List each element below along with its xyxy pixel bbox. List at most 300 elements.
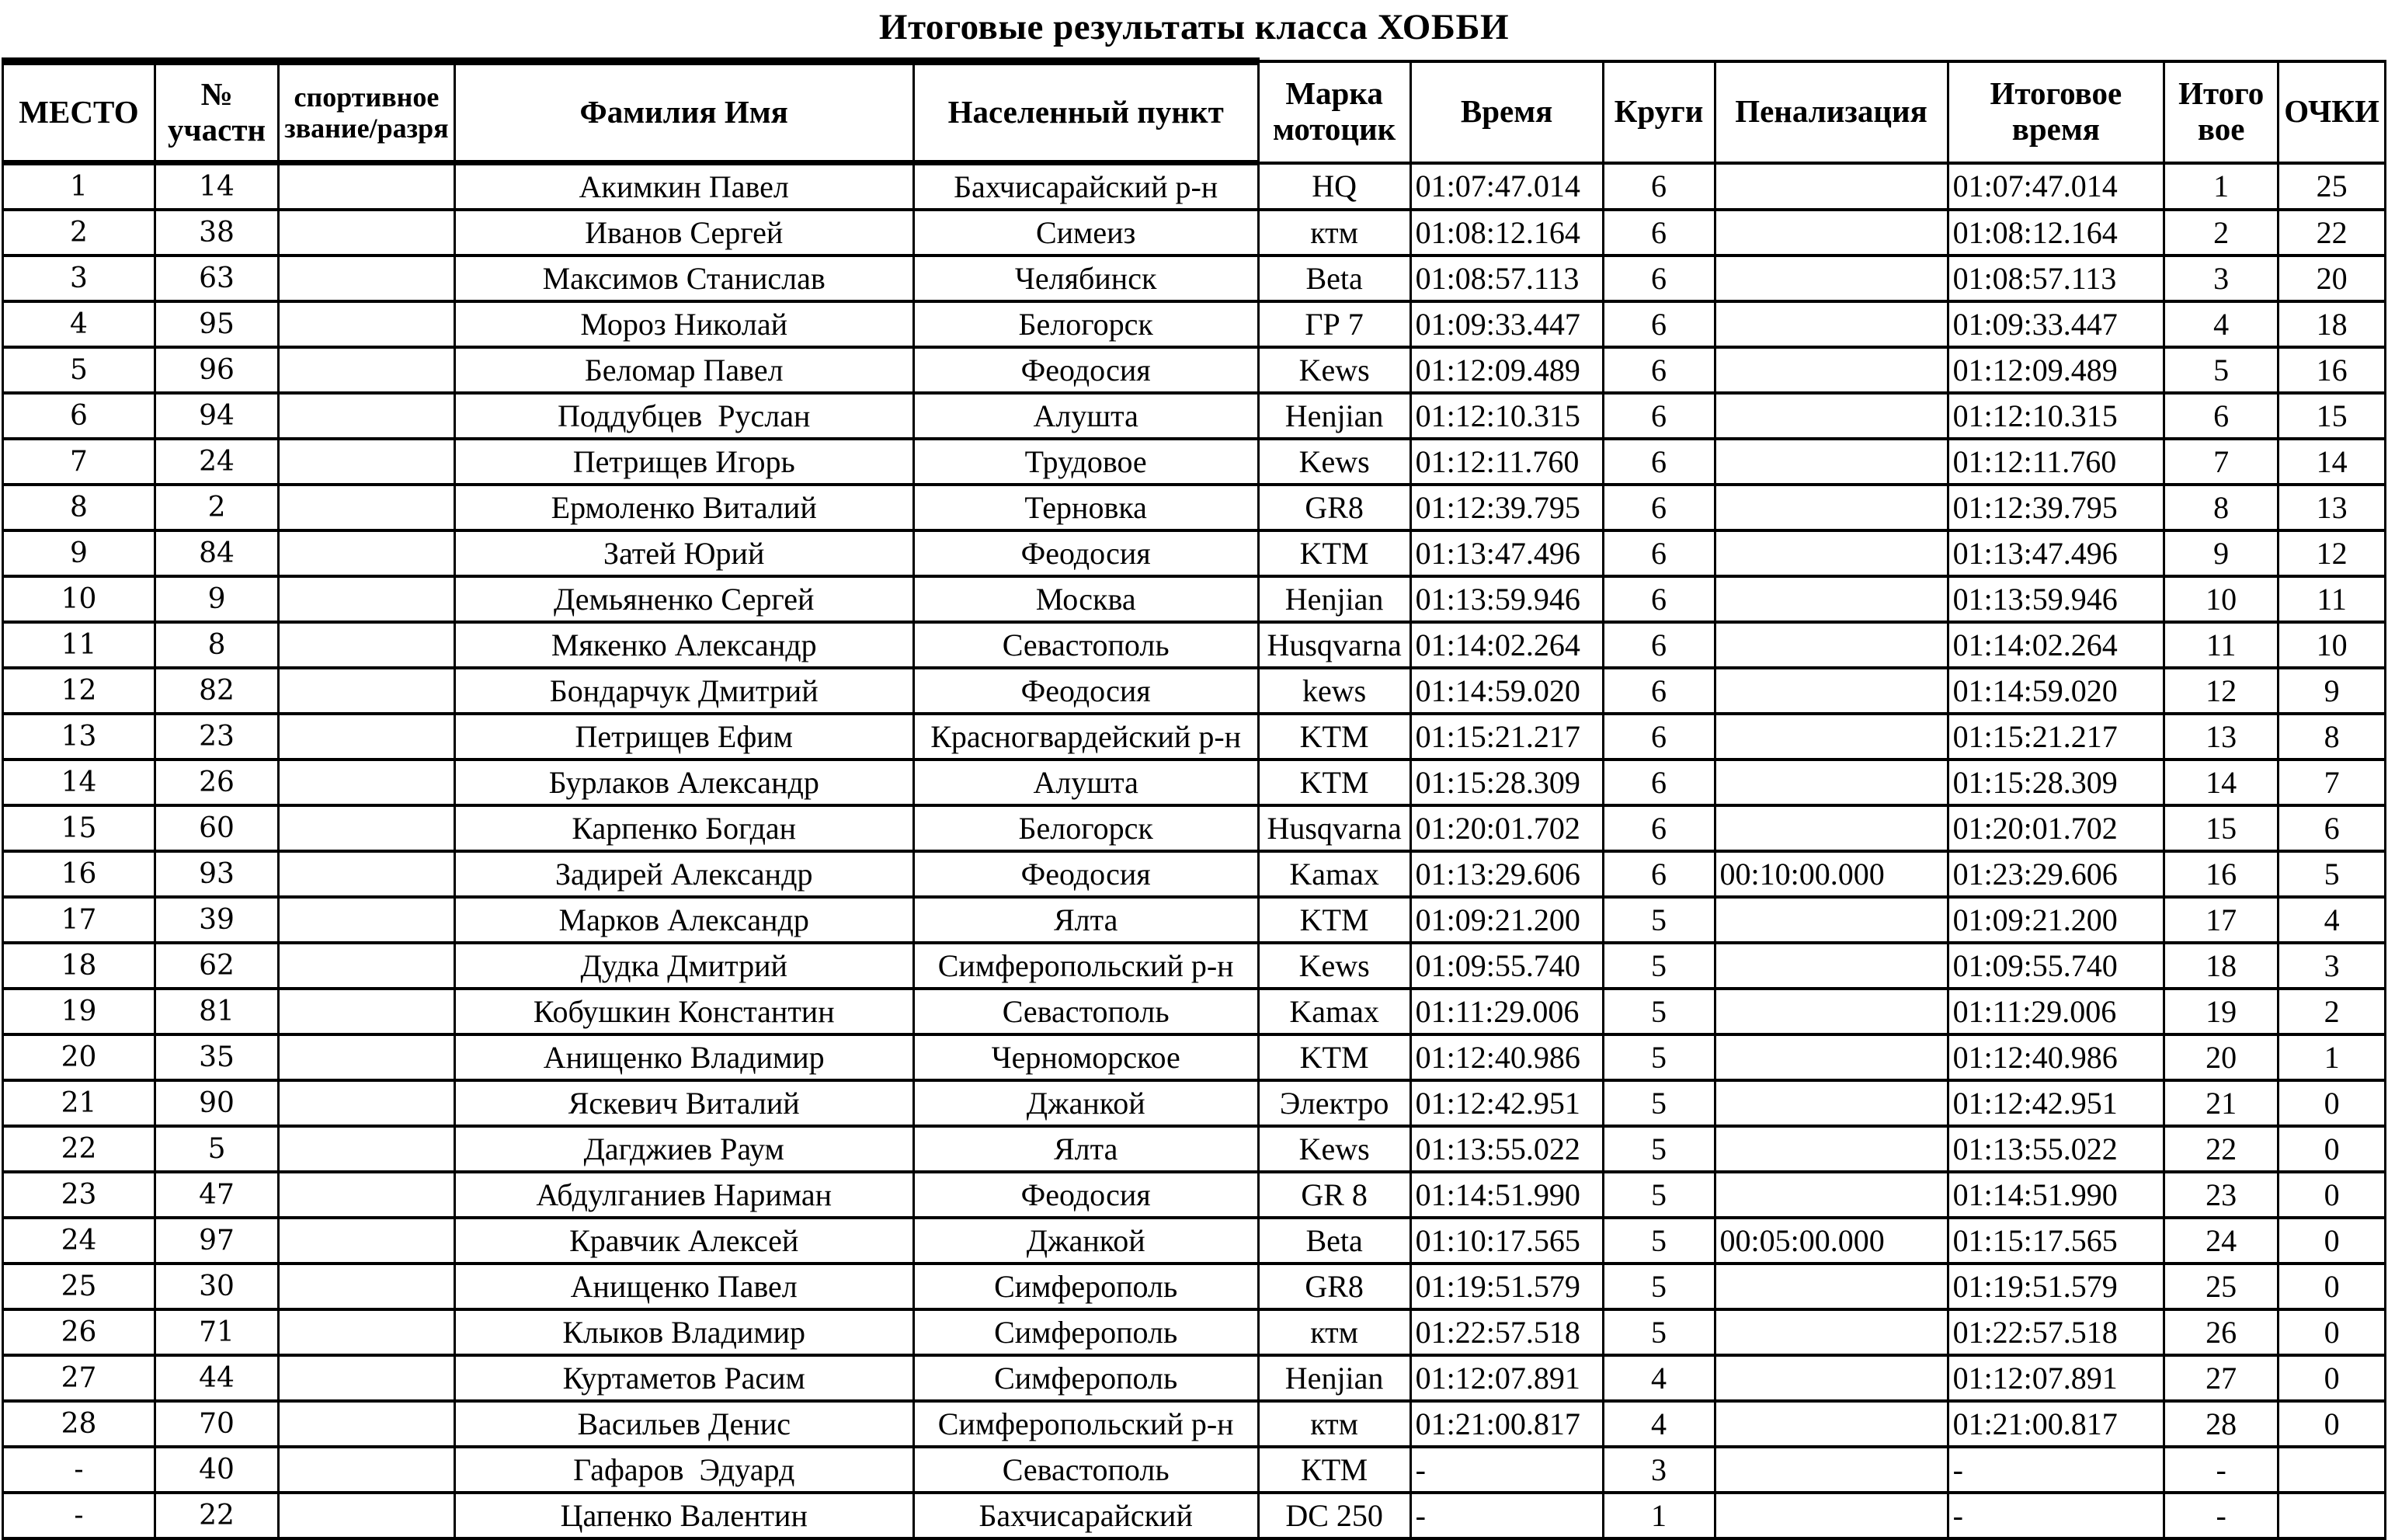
cell-name: Бондарчук Дмитрий — [454, 668, 913, 714]
column-header-total_place: Итого вое — [2164, 61, 2279, 163]
cell-rank — [279, 439, 455, 485]
cell-total_time: 01:14:02.264 — [1948, 622, 2164, 668]
cell-points: 25 — [2279, 163, 2386, 210]
cell-points: 0 — [2279, 1401, 2386, 1447]
column-header-penalty: Пенализация — [1715, 61, 1948, 163]
cell-total_place: 19 — [2164, 989, 2279, 1034]
cell-number: 62 — [155, 943, 278, 989]
cell-total_time: 01:22:57.518 — [1948, 1309, 2164, 1355]
cell-total_time: 01:20:01.702 — [1948, 805, 2164, 851]
cell-place: 27 — [3, 1355, 155, 1401]
cell-total_place: 10 — [2164, 576, 2279, 622]
cell-total_place: 16 — [2164, 851, 2279, 897]
cell-time: 01:09:33.447 — [1410, 301, 1603, 347]
cell-points: 8 — [2279, 714, 2386, 760]
cell-total_time: 01:13:59.946 — [1948, 576, 2164, 622]
column-header-rank: спортивное звание/разря — [279, 61, 455, 163]
cell-total_time: 01:23:29.606 — [1948, 851, 2164, 897]
cell-bike: DC 250 — [1258, 1493, 1410, 1538]
cell-laps: 6 — [1603, 668, 1715, 714]
cell-points: 11 — [2279, 576, 2386, 622]
cell-points: 20 — [2279, 256, 2386, 301]
cell-points: 6 — [2279, 805, 2386, 851]
cell-number: 81 — [155, 989, 278, 1034]
table-row — [3, 163, 2386, 210]
cell-laps: 5 — [1603, 1126, 1715, 1172]
cell-city: Симеиз — [913, 210, 1258, 256]
cell-place: - — [3, 1493, 155, 1538]
cell-laps: 5 — [1603, 989, 1715, 1034]
cell-penalty — [1715, 1264, 1948, 1309]
cell-number: 93 — [155, 851, 278, 897]
cell-place: 20 — [3, 1034, 155, 1080]
cell-city: Москва — [913, 576, 1258, 622]
cell-number: 40 — [155, 1447, 278, 1493]
table-row — [3, 714, 2386, 760]
cell-name: Дагджиев Раум — [454, 1126, 913, 1172]
cell-total_place: 5 — [2164, 347, 2279, 393]
cell-time: 01:07:47.014 — [1410, 163, 1603, 210]
cell-rank — [279, 943, 455, 989]
cell-number: 44 — [155, 1355, 278, 1401]
cell-total_place: 28 — [2164, 1401, 2279, 1447]
cell-rank — [279, 1401, 455, 1447]
cell-total_place: 17 — [2164, 897, 2279, 943]
cell-rank — [279, 1126, 455, 1172]
cell-total_time: 01:09:33.447 — [1948, 301, 2164, 347]
cell-place: 18 — [3, 943, 155, 989]
cell-time: 01:10:17.565 — [1410, 1218, 1603, 1264]
cell-total_time: 01:07:47.014 — [1948, 163, 2164, 210]
cell-penalty — [1715, 1447, 1948, 1493]
cell-time: 01:20:01.702 — [1410, 805, 1603, 851]
cell-name: Иванов Сергей — [454, 210, 913, 256]
cell-penalty — [1715, 897, 1948, 943]
table-row — [3, 805, 2386, 851]
cell-penalty — [1715, 439, 1948, 485]
cell-name: Затей Юрий — [454, 530, 913, 576]
table-row — [3, 530, 2386, 576]
cell-points: 0 — [2279, 1172, 2386, 1218]
column-header-total_time: Итоговое время — [1948, 61, 2164, 163]
cell-time: 01:13:59.946 — [1410, 576, 1603, 622]
cell-place: 2 — [3, 210, 155, 256]
cell-time: 01:12:42.951 — [1410, 1080, 1603, 1126]
cell-points — [2279, 1447, 2386, 1493]
cell-city: Красногвардейский р-н — [913, 714, 1258, 760]
cell-name: Яскевич Виталий — [454, 1080, 913, 1126]
cell-city: Севастополь — [913, 1447, 1258, 1493]
cell-time: 01:19:51.579 — [1410, 1264, 1603, 1309]
cell-bike: Husqvarna — [1258, 622, 1410, 668]
cell-points: 12 — [2279, 530, 2386, 576]
cell-total_time: 01:15:28.309 — [1948, 760, 2164, 805]
cell-rank — [279, 1080, 455, 1126]
cell-laps: 6 — [1603, 851, 1715, 897]
cell-total_place: 6 — [2164, 393, 2279, 439]
column-header-city: Населенный пункт — [913, 61, 1258, 163]
table-row — [3, 668, 2386, 714]
cell-points: 18 — [2279, 301, 2386, 347]
cell-time: 01:08:57.113 — [1410, 256, 1603, 301]
cell-rank — [279, 163, 455, 210]
cell-total_place: - — [2164, 1493, 2279, 1538]
cell-total_time: 01:14:51.990 — [1948, 1172, 2164, 1218]
cell-name: Васильев Денис — [454, 1401, 913, 1447]
table-row — [3, 1080, 2386, 1126]
cell-total_time: - — [1948, 1447, 2164, 1493]
cell-place: 8 — [3, 485, 155, 530]
cell-penalty — [1715, 943, 1948, 989]
cell-number: 24 — [155, 439, 278, 485]
cell-laps: 6 — [1603, 576, 1715, 622]
cell-city: Феодосия — [913, 668, 1258, 714]
cell-total_time: 01:12:40.986 — [1948, 1034, 2164, 1080]
column-header-points: ОЧКИ — [2279, 61, 2386, 163]
table-row — [3, 943, 2386, 989]
cell-place: 7 — [3, 439, 155, 485]
cell-time: 01:09:21.200 — [1410, 897, 1603, 943]
cell-city: Черноморское — [913, 1034, 1258, 1080]
cell-city: Феодосия — [913, 530, 1258, 576]
cell-time: 01:08:12.164 — [1410, 210, 1603, 256]
cell-laps: 5 — [1603, 943, 1715, 989]
cell-penalty: 00:05:00.000 — [1715, 1218, 1948, 1264]
cell-name: Демьяненко Сергей — [454, 576, 913, 622]
cell-place: 4 — [3, 301, 155, 347]
cell-bike: Kews — [1258, 1126, 1410, 1172]
cell-rank — [279, 1172, 455, 1218]
cell-points: 13 — [2279, 485, 2386, 530]
cell-total_time: 01:14:59.020 — [1948, 668, 2164, 714]
cell-rank — [279, 1264, 455, 1309]
cell-number: 22 — [155, 1493, 278, 1538]
cell-points: 0 — [2279, 1264, 2386, 1309]
cell-number: 35 — [155, 1034, 278, 1080]
cell-penalty — [1715, 301, 1948, 347]
cell-bike: Электро — [1258, 1080, 1410, 1126]
cell-city: Симферополь — [913, 1309, 1258, 1355]
cell-number: 60 — [155, 805, 278, 851]
cell-total_place: 23 — [2164, 1172, 2279, 1218]
table-row — [3, 1355, 2386, 1401]
cell-total_place: 26 — [2164, 1309, 2279, 1355]
cell-rank — [279, 989, 455, 1034]
cell-place: 9 — [3, 530, 155, 576]
cell-total_place: 24 — [2164, 1218, 2279, 1264]
cell-penalty — [1715, 210, 1948, 256]
cell-name: Акимкин Павел — [454, 163, 913, 210]
cell-number: 47 — [155, 1172, 278, 1218]
cell-time: - — [1410, 1447, 1603, 1493]
cell-name: Карпенко Богдан — [454, 805, 913, 851]
cell-number: 8 — [155, 622, 278, 668]
cell-place: 15 — [3, 805, 155, 851]
cell-city: Ялта — [913, 897, 1258, 943]
cell-bike: Kamax — [1258, 989, 1410, 1034]
column-header-laps: Круги — [1603, 61, 1715, 163]
cell-time: 01:13:55.022 — [1410, 1126, 1603, 1172]
cell-laps: 6 — [1603, 256, 1715, 301]
cell-time: 01:12:39.795 — [1410, 485, 1603, 530]
cell-name: Максимов Станислав — [454, 256, 913, 301]
cell-bike: KTM — [1258, 1034, 1410, 1080]
cell-laps: 1 — [1603, 1493, 1715, 1538]
table-row — [3, 989, 2386, 1034]
cell-number: 63 — [155, 256, 278, 301]
table-row — [3, 851, 2386, 897]
cell-penalty — [1715, 485, 1948, 530]
results-table-head — [3, 61, 2386, 163]
cell-laps: 5 — [1603, 1309, 1715, 1355]
cell-total_time: 01:15:17.565 — [1948, 1218, 2164, 1264]
cell-place: 22 — [3, 1126, 155, 1172]
cell-rank — [279, 347, 455, 393]
cell-laps: 6 — [1603, 760, 1715, 805]
cell-city: Бахчисарайский р-н — [913, 163, 1258, 210]
cell-penalty — [1715, 760, 1948, 805]
cell-total_time: 01:13:55.022 — [1948, 1126, 2164, 1172]
cell-total_time: 01:12:11.760 — [1948, 439, 2164, 485]
cell-penalty — [1715, 1309, 1948, 1355]
cell-total_place: 21 — [2164, 1080, 2279, 1126]
cell-city: Джанкой — [913, 1218, 1258, 1264]
cell-points: 0 — [2279, 1309, 2386, 1355]
cell-laps: 5 — [1603, 1034, 1715, 1080]
cell-bike: Henjian — [1258, 1355, 1410, 1401]
cell-points: 0 — [2279, 1080, 2386, 1126]
cell-points: 1 — [2279, 1034, 2386, 1080]
table-row — [3, 897, 2386, 943]
header-row — [3, 61, 2386, 163]
table-row — [3, 576, 2386, 622]
cell-number: 70 — [155, 1401, 278, 1447]
cell-city: Бахчисарайский — [913, 1493, 1258, 1538]
cell-rank — [279, 576, 455, 622]
table-row — [3, 301, 2386, 347]
cell-number: 94 — [155, 393, 278, 439]
cell-penalty — [1715, 989, 1948, 1034]
cell-points: 14 — [2279, 439, 2386, 485]
cell-number: 95 — [155, 301, 278, 347]
cell-laps: 6 — [1603, 485, 1715, 530]
cell-city: Терновка — [913, 485, 1258, 530]
cell-name: Анищенко Павел — [454, 1264, 913, 1309]
cell-total_place: 25 — [2164, 1264, 2279, 1309]
cell-bike: Beta — [1258, 1218, 1410, 1264]
cell-total_place: 27 — [2164, 1355, 2279, 1401]
cell-city: Ялта — [913, 1126, 1258, 1172]
cell-place: 25 — [3, 1264, 155, 1309]
cell-total_time: 01:09:21.200 — [1948, 897, 2164, 943]
cell-penalty — [1715, 805, 1948, 851]
cell-bike: GR8 — [1258, 1264, 1410, 1309]
cell-penalty — [1715, 1126, 1948, 1172]
results-table — [2, 57, 2386, 1540]
cell-points: 9 — [2279, 668, 2386, 714]
cell-city: Симферополь — [913, 1355, 1258, 1401]
cell-total_time: 01:19:51.579 — [1948, 1264, 2164, 1309]
cell-number: 2 — [155, 485, 278, 530]
cell-city: Севастополь — [913, 622, 1258, 668]
cell-points: 10 — [2279, 622, 2386, 668]
cell-laps: 6 — [1603, 393, 1715, 439]
cell-bike: GR8 — [1258, 485, 1410, 530]
cell-rank — [279, 210, 455, 256]
cell-time: 01:11:29.006 — [1410, 989, 1603, 1034]
cell-rank — [279, 1355, 455, 1401]
cell-time: 01:21:00.817 — [1410, 1401, 1603, 1447]
cell-number: 5 — [155, 1126, 278, 1172]
cell-total_time: - — [1948, 1493, 2164, 1538]
table-row — [3, 393, 2386, 439]
cell-time: 01:12:40.986 — [1410, 1034, 1603, 1080]
column-header-name: Фамилия Имя — [454, 61, 913, 163]
column-header-bike: Марка мотоцик — [1258, 61, 1410, 163]
cell-name: Дудка Дмитрий — [454, 943, 913, 989]
cell-city: Белогорск — [913, 301, 1258, 347]
cell-laps: 5 — [1603, 897, 1715, 943]
cell-number: 38 — [155, 210, 278, 256]
cell-rank — [279, 1218, 455, 1264]
cell-penalty — [1715, 622, 1948, 668]
cell-bike: Henjian — [1258, 393, 1410, 439]
cell-total_time: 01:08:12.164 — [1948, 210, 2164, 256]
cell-bike: Kews — [1258, 439, 1410, 485]
cell-number: 39 — [155, 897, 278, 943]
cell-bike: kews — [1258, 668, 1410, 714]
cell-name: Бурлаков Александр — [454, 760, 913, 805]
cell-penalty — [1715, 347, 1948, 393]
cell-number: 9 — [155, 576, 278, 622]
cell-bike: KTM — [1258, 897, 1410, 943]
cell-laps: 6 — [1603, 714, 1715, 760]
cell-rank — [279, 1447, 455, 1493]
cell-points: 7 — [2279, 760, 2386, 805]
cell-number: 30 — [155, 1264, 278, 1309]
cell-name: Гафаров Эдуард — [454, 1447, 913, 1493]
cell-total_time: 01:15:21.217 — [1948, 714, 2164, 760]
cell-time: 01:12:11.760 — [1410, 439, 1603, 485]
column-header-place: МЕСТО — [3, 61, 155, 163]
cell-bike: Kamax — [1258, 851, 1410, 897]
cell-place: 5 — [3, 347, 155, 393]
cell-rank — [279, 1309, 455, 1355]
cell-place: 14 — [3, 760, 155, 805]
cell-name: Мякенко Александр — [454, 622, 913, 668]
table-row — [3, 347, 2386, 393]
cell-points: 0 — [2279, 1355, 2386, 1401]
cell-bike: ГР 7 — [1258, 301, 1410, 347]
cell-number: 26 — [155, 760, 278, 805]
cell-total_place: 11 — [2164, 622, 2279, 668]
cell-bike: Kews — [1258, 347, 1410, 393]
cell-total_place: 13 — [2164, 714, 2279, 760]
cell-time: 01:13:47.496 — [1410, 530, 1603, 576]
cell-name: Марков Александр — [454, 897, 913, 943]
cell-city: Симферопольский р-н — [913, 1401, 1258, 1447]
table-row — [3, 256, 2386, 301]
cell-total_time: 01:12:10.315 — [1948, 393, 2164, 439]
cell-penalty — [1715, 1493, 1948, 1538]
cell-total_time: 01:12:42.951 — [1948, 1080, 2164, 1126]
cell-rank — [279, 714, 455, 760]
cell-total_place: 1 — [2164, 163, 2279, 210]
cell-place: - — [3, 1447, 155, 1493]
cell-city: Трудовое — [913, 439, 1258, 485]
cell-total_place: 2 — [2164, 210, 2279, 256]
cell-name: Ермоленко Виталий — [454, 485, 913, 530]
cell-place: 16 — [3, 851, 155, 897]
cell-total_place: 7 — [2164, 439, 2279, 485]
cell-penalty — [1715, 1034, 1948, 1080]
cell-points: 0 — [2279, 1218, 2386, 1264]
cell-time: 01:12:10.315 — [1410, 393, 1603, 439]
cell-points: 2 — [2279, 989, 2386, 1034]
cell-points: 15 — [2279, 393, 2386, 439]
cell-place: 1 — [3, 163, 155, 210]
cell-penalty — [1715, 530, 1948, 576]
cell-time: 01:14:51.990 — [1410, 1172, 1603, 1218]
cell-name: Поддубцев Руслан — [454, 393, 913, 439]
cell-penalty — [1715, 1080, 1948, 1126]
cell-place: 28 — [3, 1401, 155, 1447]
cell-city: Феодосия — [913, 347, 1258, 393]
cell-points: 16 — [2279, 347, 2386, 393]
cell-place: 13 — [3, 714, 155, 760]
cell-time: 01:14:02.264 — [1410, 622, 1603, 668]
table-row — [3, 439, 2386, 485]
cell-place: 24 — [3, 1218, 155, 1264]
cell-place: 3 — [3, 256, 155, 301]
column-header-time: Время — [1410, 61, 1603, 163]
cell-bike: Husqvarna — [1258, 805, 1410, 851]
cell-place: 12 — [3, 668, 155, 714]
table-row — [3, 1126, 2386, 1172]
cell-place: 10 — [3, 576, 155, 622]
cell-bike: Beta — [1258, 256, 1410, 301]
cell-city: Севастополь — [913, 989, 1258, 1034]
table-row — [3, 1401, 2386, 1447]
cell-name: Кравчик Алексей — [454, 1218, 913, 1264]
cell-number: 96 — [155, 347, 278, 393]
cell-laps: 6 — [1603, 622, 1715, 668]
cell-points: 4 — [2279, 897, 2386, 943]
cell-total_place: 3 — [2164, 256, 2279, 301]
table-row — [3, 1264, 2386, 1309]
cell-place: 11 — [3, 622, 155, 668]
cell-total_time: 01:12:09.489 — [1948, 347, 2164, 393]
cell-number: 97 — [155, 1218, 278, 1264]
table-row — [3, 760, 2386, 805]
cell-rank — [279, 760, 455, 805]
table-row — [3, 485, 2386, 530]
cell-rank — [279, 668, 455, 714]
cell-total_place: 8 — [2164, 485, 2279, 530]
cell-rank — [279, 851, 455, 897]
cell-total_place: - — [2164, 1447, 2279, 1493]
cell-laps: 4 — [1603, 1355, 1715, 1401]
table-row — [3, 1447, 2386, 1493]
cell-penalty — [1715, 668, 1948, 714]
cell-bike: КТМ — [1258, 1447, 1410, 1493]
cell-laps: 5 — [1603, 1172, 1715, 1218]
cell-total_time: 01:21:00.817 — [1948, 1401, 2164, 1447]
cell-time: 01:14:59.020 — [1410, 668, 1603, 714]
cell-laps: 5 — [1603, 1080, 1715, 1126]
cell-points: 0 — [2279, 1126, 2386, 1172]
cell-city: Белогорск — [913, 805, 1258, 851]
